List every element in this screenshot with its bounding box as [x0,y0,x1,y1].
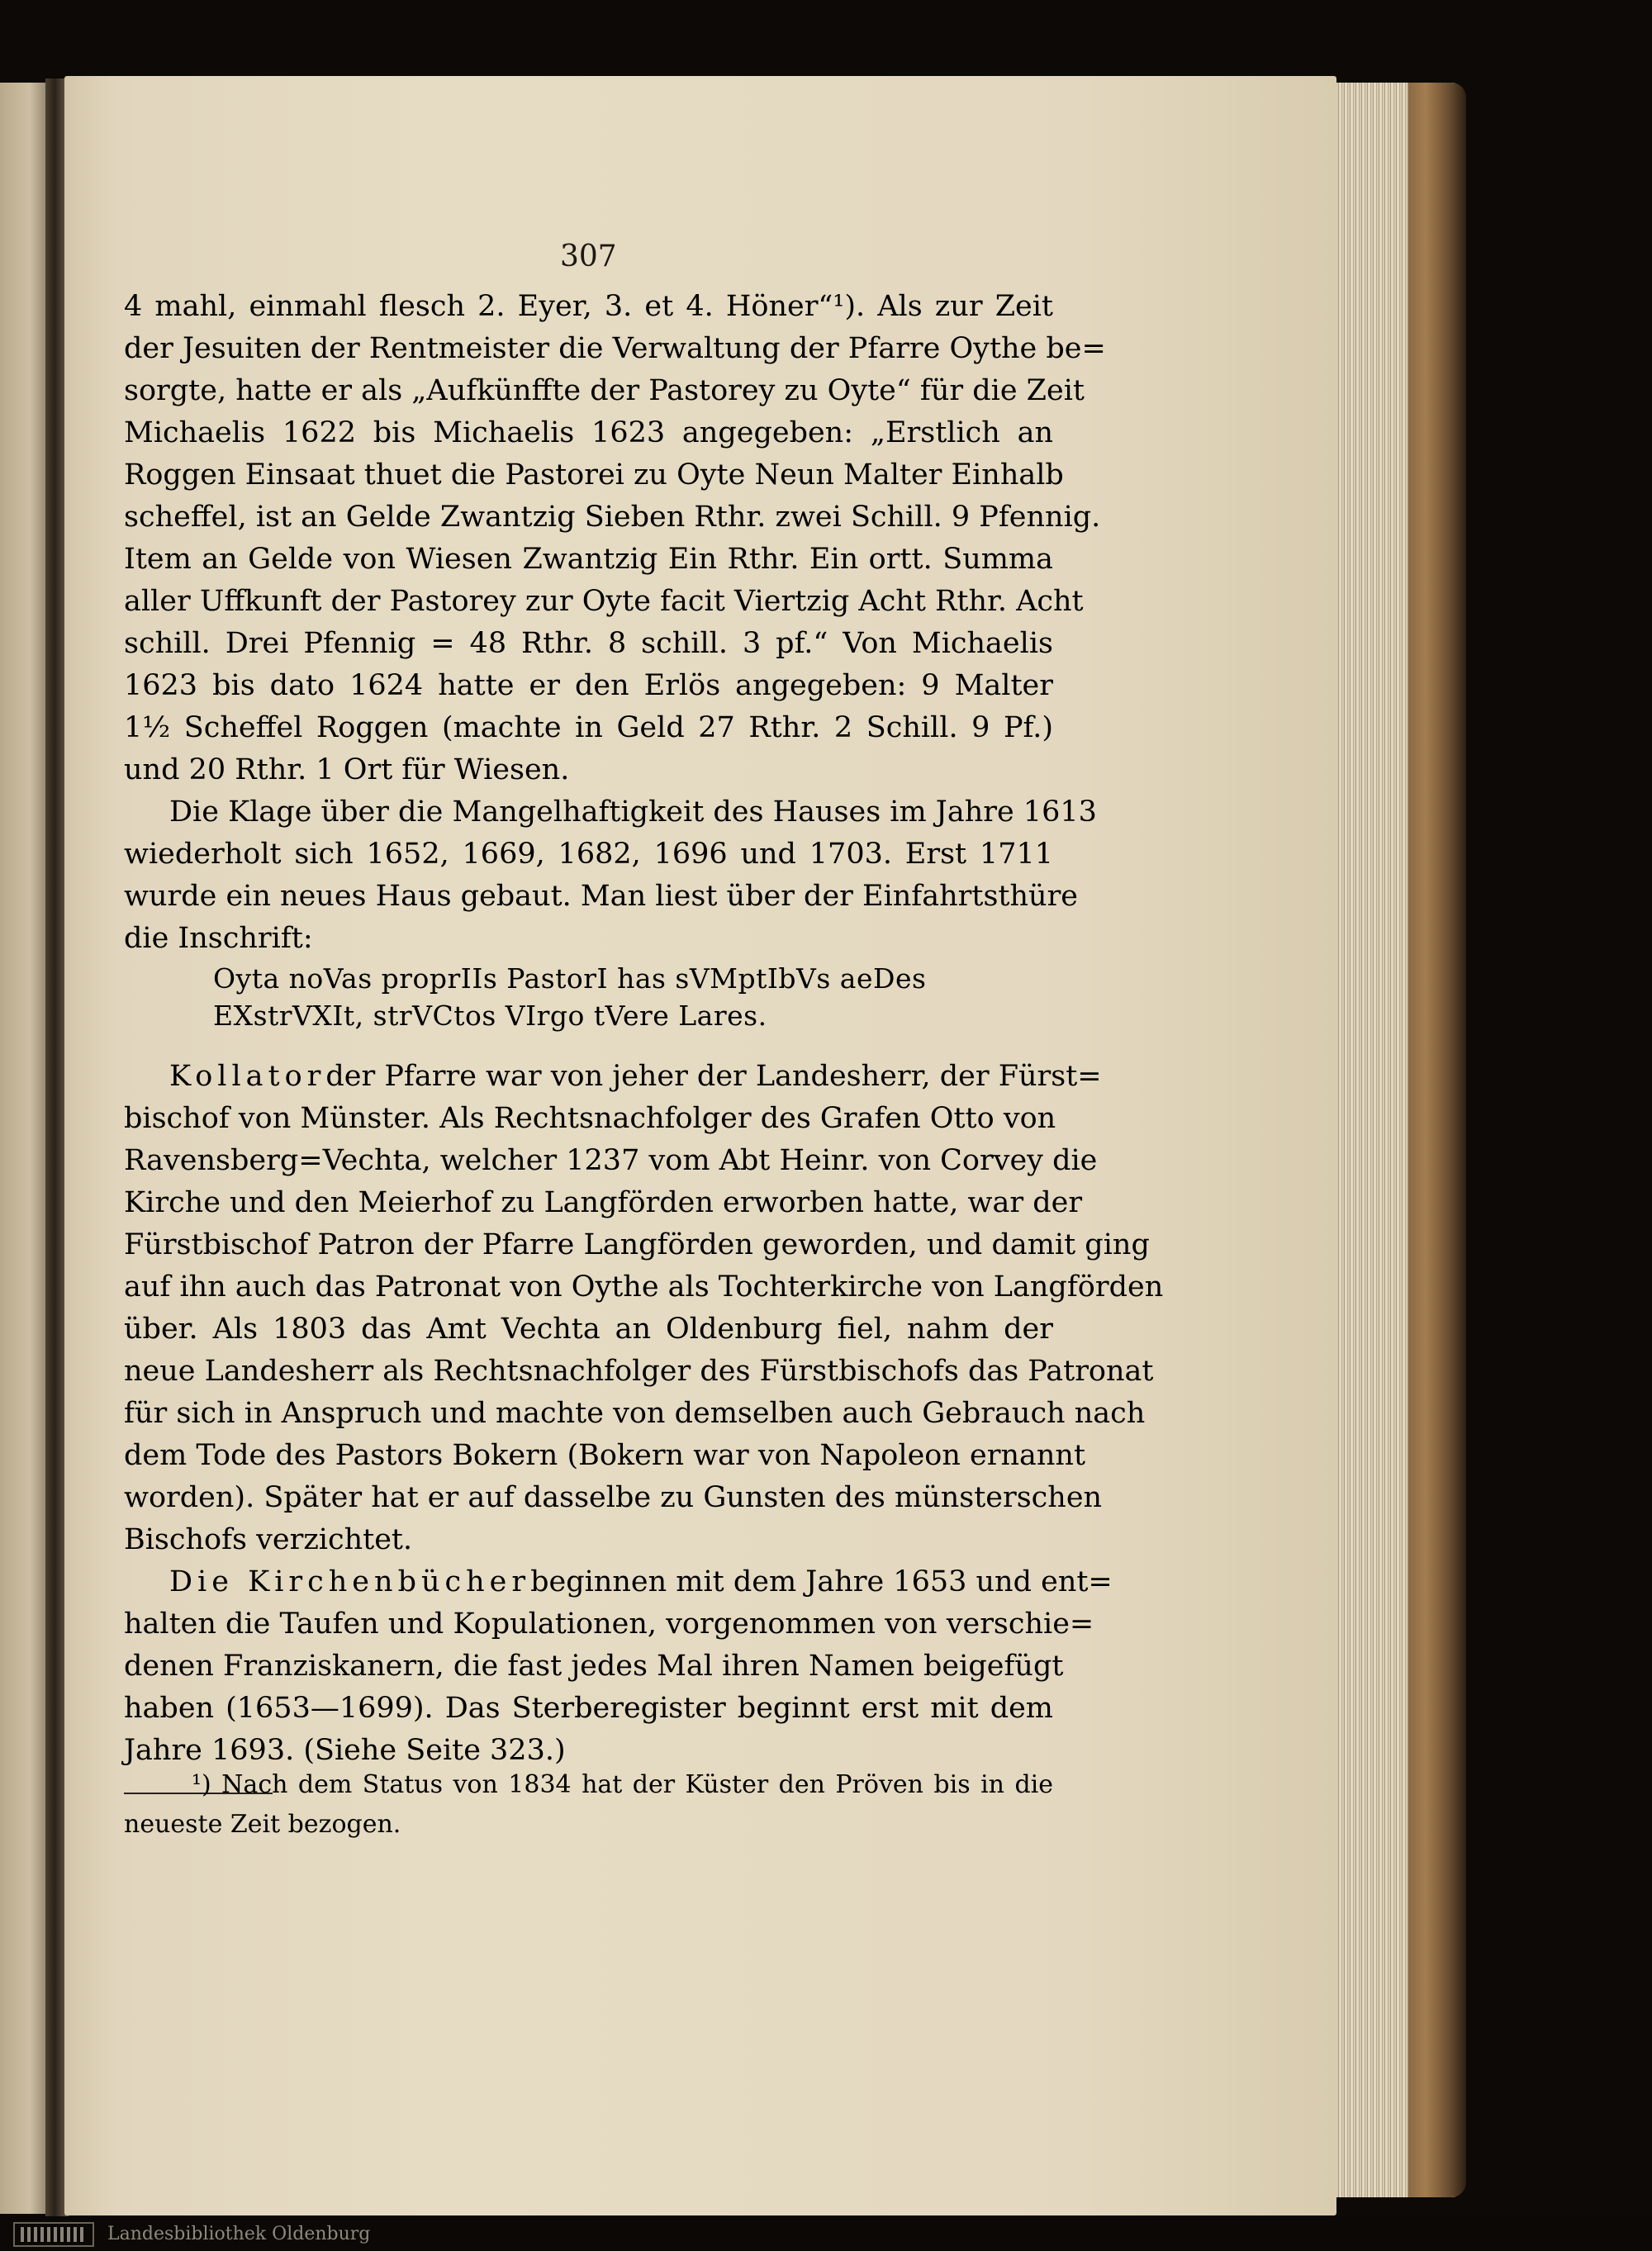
text-line: schill. Drei Pfennig = 48 Rthr. 8 schill. 3 pf.“ Von Michaelis [124,627,1053,660]
page-number: 307 [560,240,617,273]
text-line: Fürstbischof Patron der Pfarre Langförden geworden, und damit ging [124,1228,1150,1261]
text-line: Kirche und den Meierhof zu Langförden erworben hatte, war der [124,1186,1083,1219]
text-line: Michaelis 1622 bis Michaelis 1623 angegeben: „Erstlich an [124,416,1053,449]
book-cover-edge [1408,83,1466,2197]
text-line: 1½ Scheffel Roggen (machte in Geld 27 Rthr. 2 Schill. 9 Pf.) [124,711,1053,744]
text-line: Item an Gelde von Wiesen Zwantzig Ein Rthr. Ein ortt. Summa [124,543,1053,576]
text-line: worden). Später hat er auf dasselbe zu Gunsten des münsterschen [124,1481,1103,1514]
text-line: haben (1653—1699). Das Sterberegister beginnt erst mit dem [124,1692,1053,1725]
text-line: für sich in Anspruch und machte von demselben auch Gebrauch nach [124,1397,1146,1430]
text-line: Roggen Einsaat thuet die Pastorei zu Oyte Neun Malter Einhalb [124,458,1064,492]
inscription-line: EXstrVXIt, strVCtos VIrgo tVere Lares. [213,1000,767,1032]
text-line: und 20 Rthr. 1 Ort für Wiesen. [124,753,570,786]
text-line: denen Franziskanern, die fast jedes Mal ihren Namen beigefügt [124,1650,1064,1683]
footnote-line: neueste Zeit bezogen. [124,1810,401,1839]
text-line: auf ihn auch das Patronat von Oythe als Tochterkirche von Langförden [124,1270,1164,1304]
text-line: sorgte, hatte er als „Aufkünffte der Pastorey zu Oyte“ für die Zeit [124,374,1085,407]
text-line: Ravensberg=Vechta, welcher 1237 vom Abt Heinr. von Corvey die [124,1144,1098,1177]
text-line: wurde ein neues Haus gebaut. Man liest über der Einfahrtsthüre [124,880,1079,913]
inscription-line: Oyta noVas proprIIs PastorI has sVMptIbVs aeDes [213,962,927,995]
text-line: wiederholt sich 1652, 1669, 1682, 1696 und 1703. Erst 1711 [124,838,1053,871]
text-line: 1623 bis dato 1624 hatte er den Erlös angegeben: 9 Malter [124,669,1053,702]
text-segment: beginnen mit dem Jahre 1653 und ent= [530,1565,1113,1598]
text-line: die Inschrift: [124,922,313,955]
text-line: Jahre 1693. (Siehe Seite 323.) [124,1734,566,1767]
left-page-edge [0,83,50,2214]
library-name: Landesbibliothek Oldenburg [107,2224,371,2244]
text-line [169,1563,1113,1601]
text-line: halten die Taufen und Kopulationen, vorgenommen von verschie= [124,1608,1094,1641]
text-line: neue Landesherr als Rechtsnachfolger des Fürstbischofs das Patronat [124,1355,1154,1388]
library-logo-icon [13,2222,94,2247]
text-line: aller Uffkunft der Pastorey zur Oyte facit Viertzig Acht Rthr. Acht [124,585,1084,618]
emphasis-term: Kollator [169,1060,326,1093]
footnote-line: ¹) Nach dem Status von 1834 hat der Küster den Pröven bis in die [192,1770,1053,1799]
text-line: Bischofs verzichtet. [124,1523,413,1556]
text-line: dem Tode des Pastors Bokern (Bokern war von Napoleon ernannt [124,1439,1086,1472]
text-line: 4 mahl, einmahl flesch 2. Eyer, 3. et 4. Höner“¹). Als zur Zeit [124,290,1053,323]
emphasis-term: Die Kirchenbücher [169,1565,531,1598]
text-line: Die Klage über die Mangelhaftigkeit des Hauses im Jahre 1613 [169,795,1097,829]
text-line: bischof von Münster. Als Rechtsnachfolger des Grafen Otto von [124,1102,1056,1135]
text-line: über. Als 1803 das Amt Vechta an Oldenburg fiel, nahm der [124,1313,1053,1346]
text-line: der Jesuiten der Rentmeister die Verwaltung der Pfarre Oythe be= [124,332,1106,365]
text-line: scheffel, ist an Gelde Zwantzig Sieben Rthr. zwei Schill. 9 Pfennig. [124,501,1101,534]
text-line [169,1057,1102,1095]
text-segment: der Pfarre war von jeher der Landesherr, der Fürst= [325,1060,1102,1093]
